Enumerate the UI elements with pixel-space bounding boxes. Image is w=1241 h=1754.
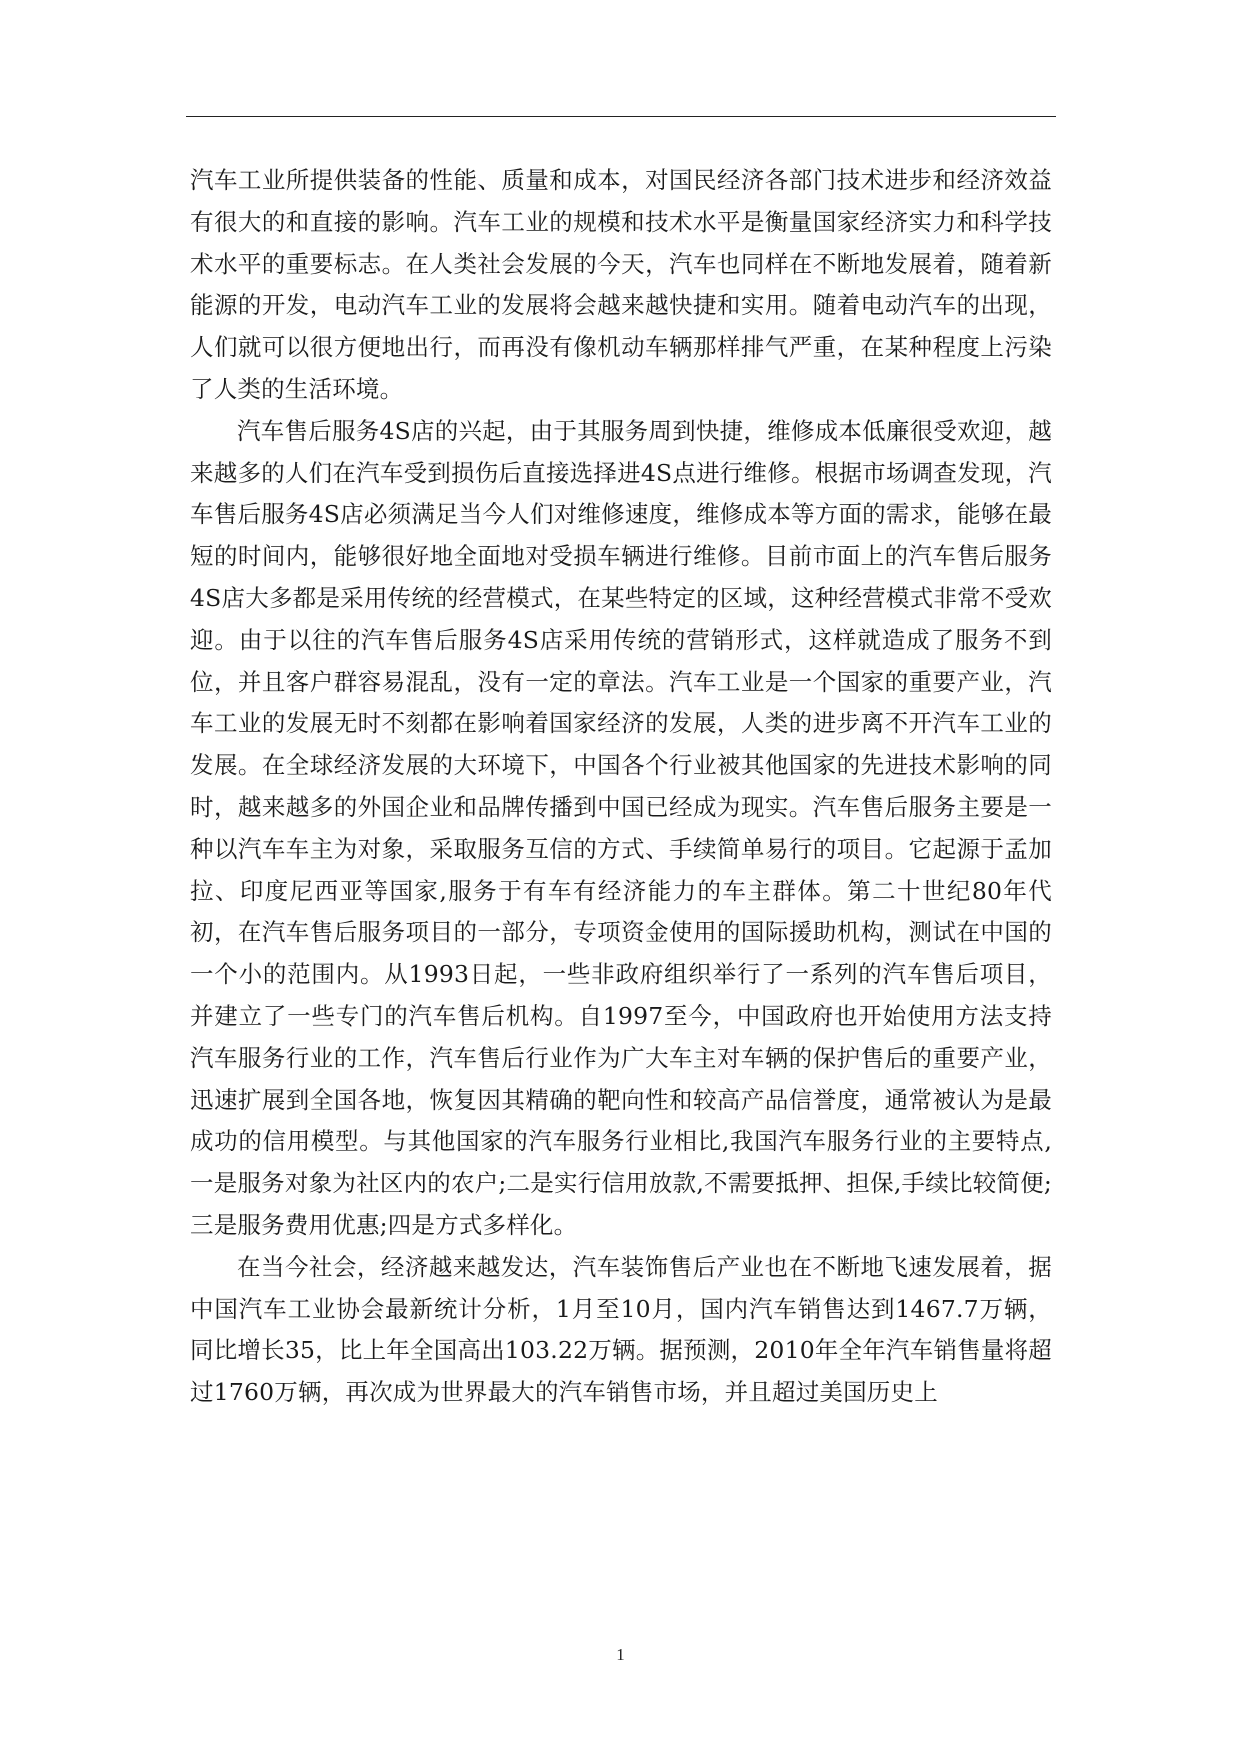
body-text [190,160,1052,1414]
paragraph-3: 在当今社会，经济越来越发达，汽车装饰售后产业也在不断地飞速发展着，据中国汽车工业协会最新统计分析，1月至10月，国内汽车销售达到1467.7万辆，同比增长35，比上年全国高出103.22万辆。据预测，2010年全年汽车销售量将超过1760万辆，再次成为世界最大的汽车销售市场，并且超过美国历史上 [190,1252,1052,1407]
page-number: 1 [616,1645,625,1664]
header-divider [186,116,1056,117]
paragraph-2: 汽车售后服务4S店的兴起，由于其服务周到快捷，维修成本低廉很受欢迎，越来越多的人们在汽车受到损伤后直接选择进4S点进行维修。根据市场调查发现，汽车售后服务4S店必须满足当今人们对维修速度，维修成本等方面的需求，能够在最短的时间内，能够很好地全面地对受损车辆进行维修。目前市面上的汽车售后服务4S店大多都是采用传统的经营模式，在某些特定的区域，这种经营模式非常不受欢迎。由于以往的汽车售后服务4S店采用传统的营销形式，这样就造成了服务不到位，并且客户群容易混乱，没有一定的章法。汽车工业是一个国家的重要产业，汽车工业的发展无时不刻都在影响着国家经济的发展，人类的进步离不开汽车工业的发展。在全球经济发展的大环境下，中国各个行业被其他国家的先进技术影响的同时，越来越多的外国企业和品牌传播到中国已经成为现实。汽车售后服务主要是一种以汽车车主为对象，采取服务互信的方式、手续简单易行的项目。它起源于孟加拉、印度尼西亚等国家,服务于有车有经济能力的车主群体。第二十世纪80年代初，在汽车售后服务项目的一部分，专项资金使用的国际援助机构，测试在中国的一个小的范围内。从1993日起，一些非政府组织举行了一系列的汽车售后项目，并建立了一些专门的汽车售后机构。自1997至今，中国政府也开始使用方法支持汽车服务行业的工作，汽车售后行业作为广大车主对车辆的保护售后的重要产业，迅速扩展到全国各地，恢复因其精确的靶向性和较高产品信誉度，通常被认为是最成功的信用模型。与其他国家的汽车服务行业相比,我国汽车服务行业的主要特点,一是服务对象为社区内的农户;二是实行信用放款,不需要抵押、担保,手续比较简便;三是服务费用优惠;四是方式多样化。 [190,416,1052,1239]
paragraph-1: 汽车工业所提供装备的性能、质量和成本，对国民经济各部门技术进步和经济效益有很大的和直接的影响。汽车工业的规模和技术水平是衡量国家经济实力和科学技术水平的重要标志。在人类社会发展的今天，汽车也同样在不断地发展着，随着新能源的开发，电动汽车工业的发展将会越来越快捷和实用。随着电动汽车的出现，人们就可以很方便地出行，而再没有像机动车辆那样排气严重，在某种程度上污染了人类的生活环境。 [190,166,1052,403]
